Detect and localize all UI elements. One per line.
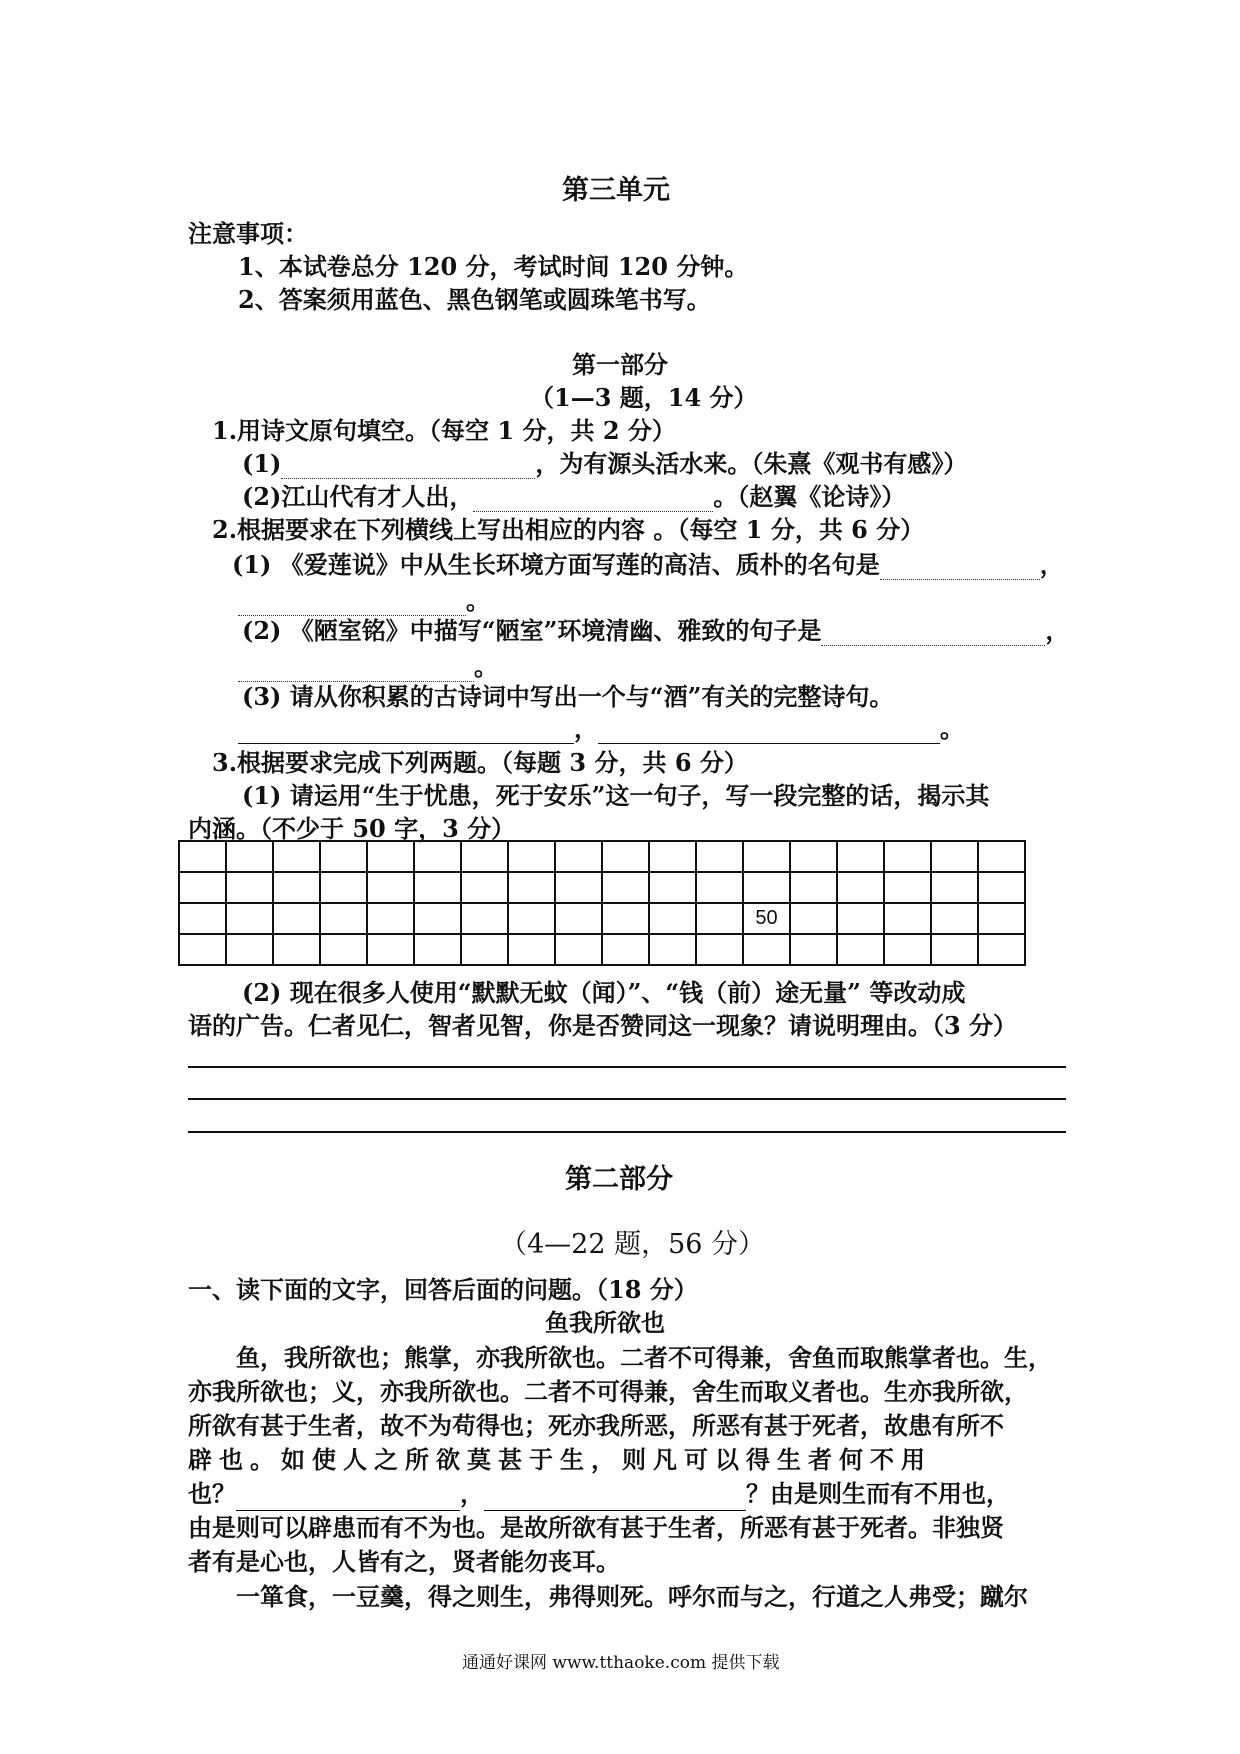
answer-blank[interactable] [880,555,1040,580]
passage-title: 鱼我所欲也 [545,1308,665,1337]
q1-sub1-suffix: ，为有源头活水来。（朱熹《观书有感》） [535,449,968,478]
answer-blank[interactable] [821,621,1045,646]
q2-sub3: (3) 请从你积累的古诗词中写出一个与“酒”有关的完整诗句。 [242,682,894,711]
q2-sub2 [242,616,1069,646]
grid-row [179,841,1025,872]
q1-sub2-suffix: 。（赵翼《论诗》） [713,482,906,511]
grid-row [179,934,1025,965]
q2-period: 。 [466,586,490,615]
answer-blank[interactable] [598,719,940,744]
part2-range: （4—22 题，56 分） [500,1229,766,1260]
section1-heading: 一、读下面的文字，回答后面的问题。（18 分） [188,1275,698,1304]
passage-line: 所欲有甚于生者，故不为苟得也；死亦我所恶，所恶有甚于死者，故患有所不 [188,1411,1004,1440]
answer-blank[interactable] [473,487,713,512]
passage-comma: ， [460,1479,484,1508]
answer-blank[interactable] [238,719,574,744]
q2-comma: ， [574,714,598,743]
notice-item-1: 1、本试卷总分 120 分，考试时间 120 分钟。 [238,252,749,281]
passage-line: 鱼，我所欲也；熊掌，亦我所欲也。二者不可得兼，舍鱼而取熊掌者也。生， [236,1343,1052,1372]
part1-title: 第一部分 [572,350,668,379]
q3-sub1-line2: 内涵。（不少于 50 字，3 分） [188,814,516,843]
answer-blank[interactable] [238,657,474,682]
q1-sub2 [242,482,905,512]
q2-sub2-cont [238,652,498,682]
notice-item-2: 2、答案须用蓝色、黑色钢笔或圆珠笔书写。 [238,285,711,314]
answer-line[interactable] [188,1066,1066,1068]
passage-text: 也？ [188,1479,236,1508]
grid-row [179,872,1025,903]
answer-line[interactable] [188,1131,1066,1133]
q2-period: 。 [940,714,964,743]
answer-line[interactable] [188,1098,1066,1100]
q2-sub2-text: (2) 《陋室铭》中描写“陋室”环境清幽、雅致的句子是 [242,616,822,645]
passage-line: 亦我所欲也；义，亦我所欲也。二者不可得兼，舍生而取义者也。生亦我所欲， [188,1377,1028,1406]
passage-line: 者有是心也，人皆有之，贤者能勿丧耳。 [188,1547,620,1576]
q1-sub1-prefix: (1) [242,449,282,478]
q2-sub1-text: (1) 《爱莲说》中从生长环境方面写莲的高洁、质朴的名句是 [232,550,880,579]
answer-blank[interactable] [236,1486,460,1511]
q2-period: 。 [474,652,498,681]
q2-sub3-blanks [238,714,964,744]
notice-heading: 注意事项： [188,219,308,248]
q2-comma: ， [1045,616,1070,645]
passage-text: ？由是则生而有不用也， [746,1479,1010,1508]
q3-stem: 3.根据要求完成下列两题。（每题 3 分，共 6 分） [212,748,748,777]
q2-stem: 2.根据要求在下列横线上写出相应的内容 。（每空 1 分，共 6 分） [212,515,925,544]
grid-marker-50: 50 [743,903,790,934]
grid-row [179,903,1025,934]
part1-range: （1—3 题，14 分） [530,383,758,412]
q1-sub1 [242,449,967,479]
q2-comma: ， [1039,550,1064,579]
passage-line-with-blanks [188,1477,1010,1511]
q2-sub1 [232,550,1064,580]
answer-blank[interactable] [281,454,535,479]
passage-line: 由是则可以辟患而有不为也。是故所欲有甚于生者，所恶有甚于死者。非独贤 [188,1513,1004,1542]
footer-credit: 通通好课网 www.tthaoke.com 提供下载 [462,1653,780,1673]
passage-line: 辟也。如使人之所欲莫甚于生，则凡可以得生者何不用 [188,1445,932,1474]
unit-title: 第三单元 [562,175,670,206]
writing-grid[interactable] [178,840,1026,966]
q3-sub2-line1: (2) 现在很多人使用“默默无蚊（闻）”、“钱（前）途无量” 等改动成 [242,978,966,1007]
part2-title: 第二部分 [565,1164,673,1195]
passage-line: 一箪食，一豆羹，得之则生，弗得则死。呼尔而与之，行道之人弗受；蹴尔 [236,1582,1028,1611]
q1-stem: 1.用诗文原句填空。（每空 1 分，共 2 分） [212,416,676,445]
q3-sub2-line2: 语的广告。仁者见仁，智者见智，你是否赞同这一现象？请说明理由。（3 分） [188,1011,1018,1040]
answer-blank[interactable] [238,591,466,616]
q2-sub1-cont [238,586,490,616]
q3-sub1-line1: (1) 请运用“生于忧患，死于安乐”这一句子，写一段完整的话，揭示其 [242,781,990,810]
answer-blank[interactable] [484,1486,746,1511]
q1-sub2-prefix: (2)江山代有才人出， [242,482,474,511]
